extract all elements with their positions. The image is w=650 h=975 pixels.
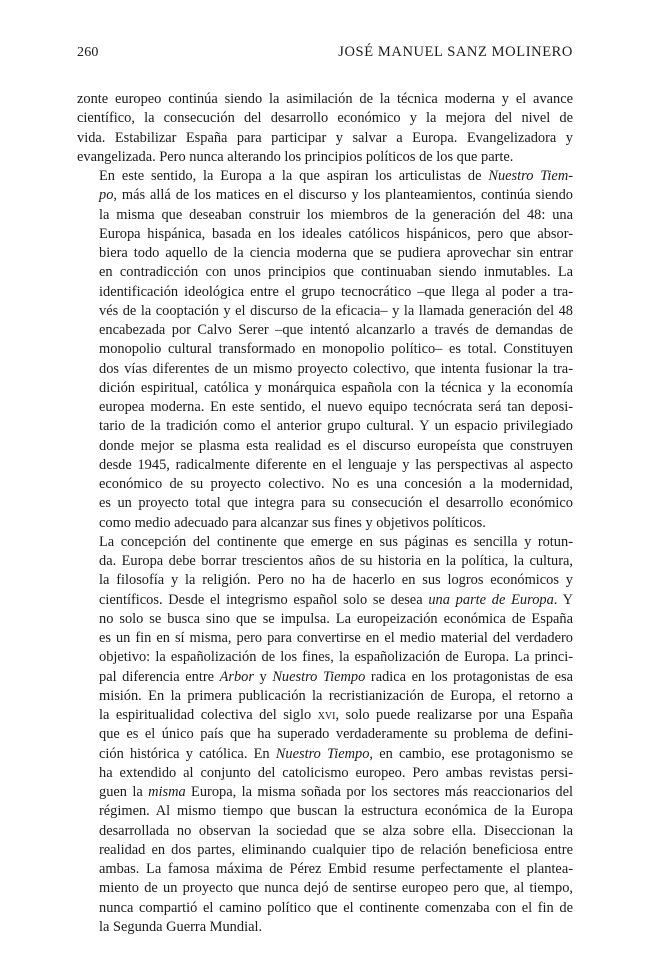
text-line: misión. En la primera publicación la recristianización de Europa, el retorno a xyxy=(99,687,573,704)
text-line: la filosofía y la religión. Pero no ha de hacerlo en sus logros económicos y xyxy=(99,572,573,589)
text-line: pal diferencia entre Arbor y Nuestro Tiempo radica en los protagonistas de esa xyxy=(99,668,573,685)
text-line: como medio adecuado para alcanzar sus fines y objetivos políticos. xyxy=(99,514,486,531)
running-head-author: JOSÉ MANUEL SANZ MOLINERO xyxy=(338,44,573,60)
text-line: donde mejor se plasma esta realidad es el discurso europeísta que construyen xyxy=(99,437,573,454)
text-line: po, más allá de los matices en el discurso y los planteamientos, continúa siendo xyxy=(99,187,573,204)
text-line: objetivo: la españolización de los fines, la españolización de Europa. La princi- xyxy=(99,649,573,666)
text-line: europea moderna. En este sentido, el nuevo equipo tecnócrata será tan deposi- xyxy=(99,399,573,415)
text-line: da. Europa debe borrar trescientos años de su historia en la política, la cultura, xyxy=(99,553,573,569)
text-line: dición espiritual, católica y monárquica española con la técnica y la economía xyxy=(99,379,573,396)
text-line: guen la misma Europa, la misma soñada por los sectores más reaccionarios del xyxy=(99,784,573,800)
text-line: biera todo aquello de la ciencia moderna que se pudiera aprovechar sin entrar xyxy=(99,245,573,261)
text-line: ambas. La famosa máxima de Pérez Embid resume perfectamente el plantea- xyxy=(99,861,573,877)
text-line: régimen. Al mismo tiempo que buscan la estructura económica de la Europa xyxy=(99,803,573,820)
paragraph xyxy=(77,167,573,533)
text-line: la espiritualidad colectiva del siglo xvi, solo puede realizarse por una España xyxy=(99,707,574,723)
text-line: nunca compartió el camino político que el continente comenzaba con el fin de xyxy=(99,899,573,916)
text-line: identificación ideológica entre el grupo tecnocrático –que llega al poder a tra- xyxy=(99,283,573,300)
text-line: desde 1945, radicalmente diferente en el lenguaje y las perspectivas al aspecto xyxy=(99,456,573,473)
text-line: tario de la tradición como el anterior grupo cultural. Y un espacio privilegiado xyxy=(99,418,573,435)
text-line: En este sentido, la Europa a la que aspiran los articulistas de Nuestro Tiem- xyxy=(99,168,574,184)
text-line: vida. Estabilizar España para participar y salvar a Europa. Evangelizadora y xyxy=(77,129,573,146)
paragraph xyxy=(77,90,573,167)
paragraph xyxy=(77,533,573,937)
text-line: dos vías diferentes de un mismo proyecto colectivo, que intenta fusionar la tra- xyxy=(99,360,573,377)
text-line: que es el único país que ha superado verdaderamente su problema de defini- xyxy=(99,726,573,743)
text-line: miento de un proyecto que nunca dejó de sentirse europeo pero que, al tiempo, xyxy=(99,880,573,897)
text-line: realidad en dos partes, eliminando cualquier tipo de relación beneficiosa entre xyxy=(99,841,573,858)
text-line: ha extendido al conjunto del catolicismo europeo. Pero ambas revistas persi- xyxy=(99,764,573,781)
page-number: 260 xyxy=(77,45,99,60)
text-line: en contradicción con unos principios que continuaban siendo inmutables. La xyxy=(99,264,573,281)
text-line: económico de su proyecto colectivo. No es una concesión a la modernidad, xyxy=(99,476,573,492)
text-line: encabezada por Calvo Serer –que intentó alcanzarlo a través de demandas de xyxy=(99,322,573,338)
text-line: es un fin en sí misma, pero para convertirse en el medio material del verdadero xyxy=(99,630,573,646)
text-line: vés de la cooptación y el discurso de la eficacia– y la llamada generación del 48 xyxy=(99,302,573,319)
text-line: la misma que deseaban construir los miembros de la generación del 48: una xyxy=(99,206,573,223)
text-line: Europa hispánica, basada en los ideales católicos hispánicos, pero que absor- xyxy=(99,225,573,242)
text-line: monopolio cultural transformado en monopolio político– es total. Constituyen xyxy=(99,341,573,358)
text-line: científicos. Desde el integrismo español solo se desea una parte de Europa. Y xyxy=(99,591,573,608)
text-line: La concepción del continente que emerge en sus páginas es sencilla y rotun- xyxy=(99,533,573,550)
text-line: no solo se busca sino que se impulsa. La europeización económica de España xyxy=(99,610,573,627)
text-line: zonte europeo continúa siendo la asimilación de la técnica moderna y el avance xyxy=(77,91,573,107)
running-header xyxy=(77,44,573,61)
body-text xyxy=(77,90,573,937)
text-line: ción histórica y católica. En Nuestro Tiempo, en cambio, ese protagonismo se xyxy=(99,745,573,762)
text-line: científico, la consecución del desarrollo económico y la mejora del nivel de xyxy=(77,110,573,127)
text-line: desarrollada no observan la sociedad que se alza sobre ella. Diseccionan la xyxy=(99,822,573,839)
text-line: es un proyecto total que integra para su consecución el desarrollo económico xyxy=(99,495,573,512)
text-line: la Segunda Guerra Mundial. xyxy=(99,918,263,935)
text-line: evangelizada. Pero nunca alterando los principios políticos de los que parte. xyxy=(77,148,514,165)
